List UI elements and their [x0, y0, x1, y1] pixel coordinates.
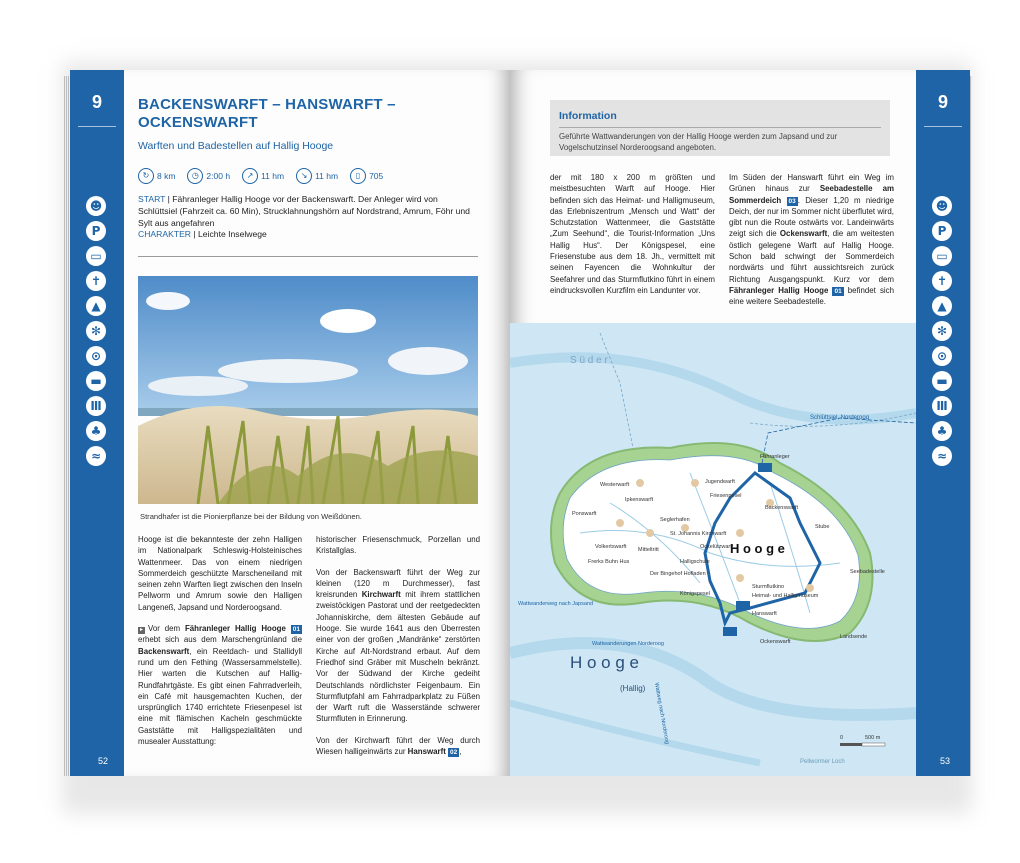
start-info: START | Fähranleger Hallig Hooge vor der Backenswarft. Der Anleger wird von Schlüttsiel (Fahrzeit ca. 60 Min), Strucklahnungshörn auf Nordstrand, Amrum, Föhr und Sylt aus angefahren CHARAKTER | Leichte Inselwege	[138, 194, 470, 240]
place-seglerhafen: Seglerhafen	[660, 517, 690, 523]
arrow-icon: ▸	[139, 627, 143, 634]
clock-icon: ◷	[187, 168, 203, 184]
tour-stats	[138, 168, 383, 184]
place-sturmflutkino: Sturmflutkino	[752, 584, 785, 590]
place-stube: Stube	[815, 524, 830, 530]
bus-icon: ▭	[932, 246, 952, 266]
ascent-icon: ↗	[242, 168, 258, 184]
place-friesenpesel: Friesenpesel	[710, 493, 742, 499]
place-landsende: Landsende	[840, 634, 868, 640]
left-side-band	[70, 70, 124, 776]
place-hanswarft: Hanswarft	[752, 611, 777, 617]
place-heimatmuseum: Heimat- und Halligmuseum	[752, 593, 819, 599]
stat-distance: ↻ 8 km	[138, 168, 175, 184]
tree-icon: ♣	[86, 421, 106, 441]
tour-title: BACKENSWARFT – HANSWARFT – OCKENSWARFT	[138, 96, 396, 131]
map-label-hooge-large: H o o g e	[570, 653, 639, 672]
tree-icon: ♣	[932, 421, 952, 441]
page-number: 52	[98, 756, 109, 766]
information-title: Information	[559, 110, 617, 122]
information-box	[550, 100, 890, 156]
tour-subtitle: Warften und Badestellen auf Hallig Hooge	[138, 140, 334, 152]
place-kirchwarft: St. Johannis Kirchwarft	[670, 531, 727, 537]
restaurant-icon: ✝	[86, 271, 106, 291]
swimming-icon: ≈	[86, 446, 106, 466]
stat-map: ▯ 705	[350, 168, 383, 184]
descent-icon: ↘	[296, 168, 312, 184]
category-icons	[86, 196, 108, 471]
snowflake-icon: ✻	[932, 321, 952, 341]
place-frerks-buhn-hus: Frerks Buhn Hus	[588, 559, 630, 565]
hooge-map	[510, 323, 916, 776]
map-label-hooge: H o o g e	[730, 541, 785, 556]
bicycle-icon: ⊙	[932, 346, 952, 366]
place-bingehof: Der Bingehof Hofladen	[650, 571, 706, 577]
map-label-hallig: (Hallig)	[620, 684, 646, 693]
museum-icon: Ⅲ	[932, 396, 952, 416]
scale-left: 0	[840, 735, 844, 741]
place-ockenswarft: Ockenswarft	[760, 639, 791, 645]
place-backenswarft: Backenswarft	[765, 505, 799, 511]
place-ockeluetzwarft: Ockelützwarft	[700, 544, 734, 550]
photo-caption: Strandhafer ist die Pionierpflanze bei der Bildung von Weißdünen.	[140, 512, 362, 521]
stat-duration: ◷ 2:00 h	[187, 168, 230, 184]
right-page	[510, 70, 970, 776]
place-ponswarft: Ponswarft	[572, 511, 597, 517]
snowflake-icon: ✻	[86, 321, 106, 341]
map-label-pellwormer-loch: Pellwormer Loch	[800, 759, 845, 765]
tent-icon: ▲	[932, 296, 952, 316]
tour-number: 9	[91, 92, 102, 112]
left-column-1: Hooge ist die bekannteste der zehn Halligen im Nationalpark Schleswig-Holsteinisches Wattenmeer. Das von einem niedrigen Sommerdeich geschützte Marscheneiland mit seinen zehn Warften liegt zwischen den Inseln Pellworm und Amrum sowie den Halligen Langeneß, Japsand und Norderoogsand. ▸ Vor dem Fähranleger Hallig Hooge 01 erhebt sich aus dem Marschengrünland die Backenswarft, ein Reetdach- und Stallidyll rund um den Fething (Wassersammelstelle). Hier warten die Kutschen auf Hallig-Rundfahrtgäste. Es gibt einen Fahrradverleih, ein Café mit hausgemachten Kuchen, der ursprünglich 1740 errichtete Friesenpesel ist eine mit flämischen Kacheln geschmückte Gaststätte mit Halligspezialitäten und musealer Ausstattung:	[138, 535, 302, 747]
category-icons-right	[932, 196, 954, 471]
bus-icon: ▭	[86, 246, 106, 266]
map-label-wattweg-norderoog: Wattweg nach Norderoog	[653, 682, 670, 745]
right-column-1: der mit 180 x 200 m größten und meistbesuchten Warft auf Hooge. Hier befinden sich das Heimat- und Halligmuseum, das Erlebniszentrum „Mensch und Watt“ der Schutzstation Wattenmeer, die Gaststätte „Zum Seehund“, die Tourist-Information „Uns Hallig Hus“. Der Königspesel, eine Friesenstube aus dem 18. Jh., vermittelt mit seinen Fayencen die Wohnkultur der Seefahrer und das Sturmflutkino führt in einem eindrucksvollen Kurzfilm ein Landunter vor.	[550, 173, 715, 295]
right-side-band	[916, 70, 970, 776]
bear-icon: ☻	[86, 196, 106, 216]
map-label-sueder: S ü d e r	[570, 355, 608, 366]
tour-number-right: 9	[937, 92, 948, 112]
restaurant-icon: ✝	[932, 271, 952, 291]
parking-icon: P	[86, 221, 106, 241]
scale-right: 500 m	[865, 735, 881, 741]
place-mitteltritt: Mitteltritt	[638, 547, 659, 553]
place-volkertswarft: Volkertswarft	[595, 544, 627, 550]
stat-ascent: ↗ 11 hm	[242, 168, 284, 184]
left-text-columns	[138, 534, 480, 767]
museum-icon: Ⅲ	[86, 396, 106, 416]
bear-icon: ☻	[932, 196, 952, 216]
parking-icon: P	[932, 221, 952, 241]
bed-icon: ▬	[86, 371, 106, 391]
tent-icon: ▲	[86, 296, 106, 316]
stat-descent: ↘ 11 hm	[296, 168, 338, 184]
dune-photo	[138, 276, 478, 504]
right-column-2: Im Süden der Hanswarft führt ein Weg im Grünen hinaus zur Seebadestelle am Sommerdeich 03 . Dieser 1,20 m niedrige Deich, der nur im Sommer nicht überflutet wird, gibt nun die Route ostwärts vor. Landeinwärts zeigt sich die Ockenswarft, die am weitesten östlich gelegene Warft auf Hallig Hooge. Schon bald schwingt der Sommerdeich nordwärts und führt aussichtsreich zurück Richtung Ausgangspunkt. Kurz vor dem Fähranleger Hallig Hooge 01 befindet sich eine weitere Seebadestelle.	[729, 173, 895, 307]
swimming-icon: ≈	[932, 446, 952, 466]
place-seebadestelle: Seebadestelle	[850, 569, 885, 575]
map-label-wattwanderweg-japsand: Wattwanderweg nach Japsand	[518, 601, 594, 607]
bed-icon: ▬	[932, 371, 952, 391]
distance-icon: ↻	[138, 168, 154, 184]
bicycle-icon: ⊙	[86, 346, 106, 366]
left-column-2: historischer Friesenschmuck, Porzellan und Kristallglas. Von der Backenswarft führt der Weg zur kleinen (120 m Durchmesser), fast kreisrunden Kirchwarft mit ihrem stattlichen zweistöckigen Pastorat und der reetgedeckten Johanniskirche, dem ältesten Gebäude auf Hooge. Sie wurde 1641 aus den Überresten einer von der großen „Mandränke“ zerstörten Kirche auf Alt-Nordstrand erbaut. Auf dem Friedhof sind Gräber mit Muscheln bekränzt. Vor der Südwand der Kirche gedeiht Deutschlands nördlichster Feigenbaum. Ein Sturmflutpfahl am Fahrradparkplatz zu Füßen der Warft ruft die Wasserstände schwerer Sturmfluten in Erinnerung. Von der Kirchwarft führt der Weg durch Wiesen halligeinwärts zur Hanswarft 02 ,	[316, 535, 480, 757]
map-icon: ▯	[350, 168, 366, 184]
place-koenigspesel: Königspesel	[680, 591, 710, 597]
map-label-ferry: Schlüttsiel, Norderoog	[810, 415, 870, 421]
place-faehranleger: Fähranleger	[760, 454, 790, 460]
divider	[138, 256, 478, 257]
place-ipkenswarft: Ipkenswarft	[625, 497, 654, 503]
information-text: Geführte Wattwanderungen von der Hallig Hooge werden zum Japsand und zur Vogelschutzinsel Norderoogsand angeboten.	[559, 132, 838, 152]
left-page	[70, 70, 510, 776]
right-text-columns	[550, 172, 894, 308]
place-halligschule: Halligschule	[680, 559, 710, 565]
map-label-wattwanderungen-norderoog: Wattwanderungen Norderoog	[592, 641, 664, 647]
place-jugendwarft: Jugendwarft	[705, 479, 735, 485]
page-number-right: 53	[939, 756, 950, 766]
place-westerwarft: Westerwarft	[600, 482, 630, 488]
